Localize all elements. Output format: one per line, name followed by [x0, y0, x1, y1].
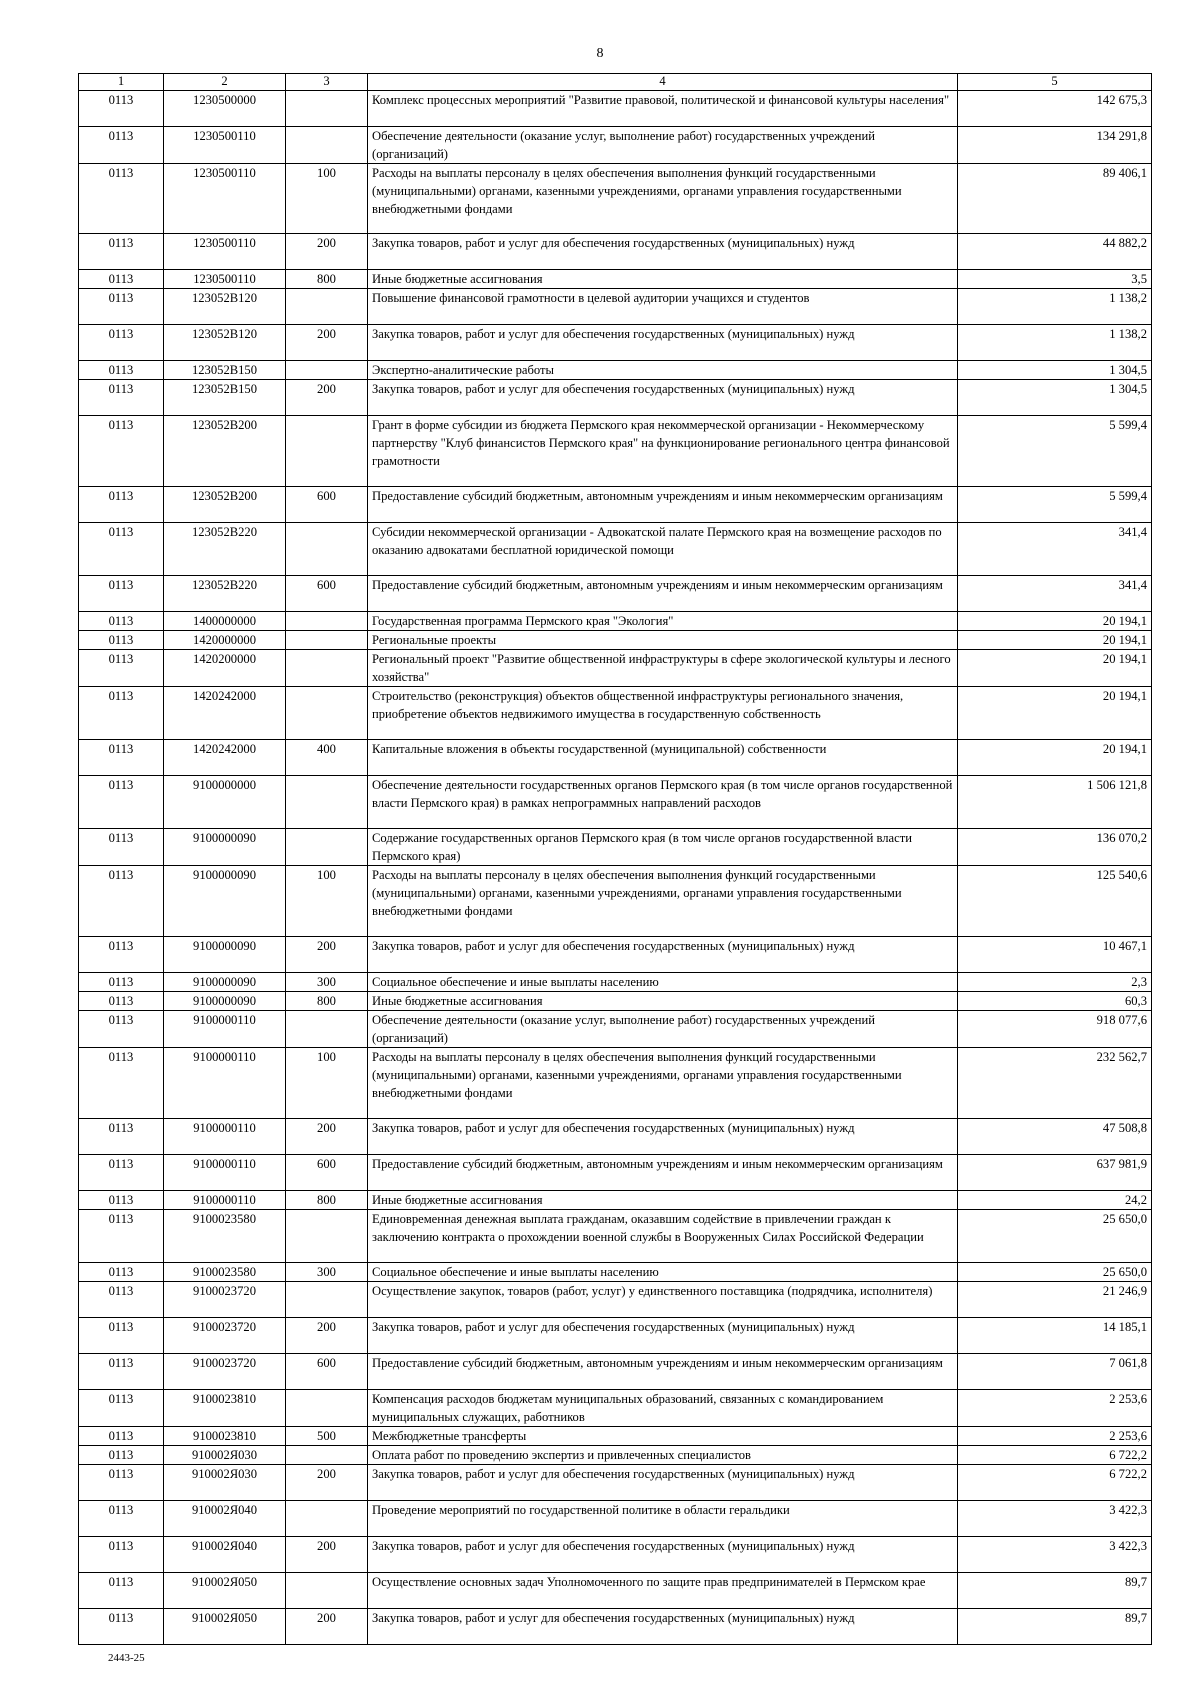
expense-type-cell [286, 776, 368, 829]
expense-type-cell [286, 1501, 368, 1537]
table-row [79, 487, 1152, 523]
amount-cell: 1 138,2 [958, 289, 1152, 325]
expense-type-cell: 200 [286, 325, 368, 361]
table-row [79, 687, 1152, 740]
expense-type-cell [286, 416, 368, 487]
table-row [79, 1155, 1152, 1191]
table-row [79, 1501, 1152, 1537]
expense-type-cell: 300 [286, 1263, 368, 1282]
expense-type-cell: 200 [286, 1609, 368, 1645]
expense-type-cell: 200 [286, 937, 368, 973]
table-body [79, 91, 1152, 1645]
table-row [79, 1119, 1152, 1155]
description-cell: Субсидии некоммерческой организации - Адвокатской палате Пермского края на возмещение расходов по оказанию адвокатами бесплатной юридической помощи [368, 523, 958, 576]
table-row [79, 1191, 1152, 1210]
table-row [79, 1318, 1152, 1354]
column-header-3: 3 [286, 74, 368, 91]
description-cell: Иные бюджетные ассигнования [368, 270, 958, 289]
amount-cell: 89,7 [958, 1573, 1152, 1609]
target-article-cell: 9100000090 [164, 992, 286, 1011]
description-cell: Капитальные вложения в объекты государственной (муниципальной) собственности [368, 740, 958, 776]
expense-type-cell: 800 [286, 992, 368, 1011]
table-row [79, 91, 1152, 127]
amount-cell: 7 061,8 [958, 1354, 1152, 1390]
expense-type-cell: 400 [286, 740, 368, 776]
amount-cell: 6 722,2 [958, 1465, 1152, 1501]
expense-type-cell: 100 [286, 866, 368, 937]
table-row [79, 361, 1152, 380]
table-header-row [79, 74, 1152, 91]
amount-cell: 89 406,1 [958, 164, 1152, 234]
expense-type-cell [286, 1011, 368, 1048]
table-row [79, 829, 1152, 866]
amount-cell: 6 722,2 [958, 1446, 1152, 1465]
expense-type-cell: 600 [286, 1354, 368, 1390]
description-cell: Региональный проект "Развитие общественной инфраструктуры в сфере экологической культуры и лесного хозяйства" [368, 650, 958, 687]
table-row [79, 1210, 1152, 1263]
section-code-cell: 0113 [79, 1501, 164, 1537]
section-code-cell: 0113 [79, 1390, 164, 1427]
section-code-cell: 0113 [79, 234, 164, 270]
amount-cell: 20 194,1 [958, 650, 1152, 687]
amount-cell: 1 304,5 [958, 380, 1152, 416]
section-code-cell: 0113 [79, 487, 164, 523]
table-row [79, 1609, 1152, 1645]
description-cell: Грант в форме субсидии из бюджета Пермского края некоммерческой организации - Некоммерческому партнерству "Клуб финансистов Пермского края" на функционирование регионального центра финансовой грамотности [368, 416, 958, 487]
target-article-cell: 1420000000 [164, 631, 286, 650]
description-cell: Экспертно-аналитические работы [368, 361, 958, 380]
target-article-cell: 910002Я030 [164, 1465, 286, 1501]
expense-type-cell: 800 [286, 1191, 368, 1210]
expense-type-cell: 200 [286, 234, 368, 270]
expense-type-cell: 800 [286, 270, 368, 289]
target-article-cell: 9100000110 [164, 1119, 286, 1155]
table-row [79, 1465, 1152, 1501]
description-cell: Расходы на выплаты персоналу в целях обеспечения выполнения функций государственными (муниципальными) органами, казенными учреждениями, органами управления государственными внебюджетными фондами [368, 1048, 958, 1119]
description-cell: Обеспечение деятельности (оказание услуг, выполнение работ) государственных учреждений (организаций) [368, 1011, 958, 1048]
amount-cell: 1 138,2 [958, 325, 1152, 361]
target-article-cell: 9100000110 [164, 1155, 286, 1191]
description-cell: Государственная программа Пермского края "Экология" [368, 612, 958, 631]
table-row [79, 1427, 1152, 1446]
target-article-cell: 1400000000 [164, 612, 286, 631]
target-article-cell: 9100023810 [164, 1390, 286, 1427]
expense-type-cell: 200 [286, 1537, 368, 1573]
description-cell: Закупка товаров, работ и услуг для обеспечения государственных (муниципальных) нужд [368, 1318, 958, 1354]
target-article-cell: 9100023720 [164, 1354, 286, 1390]
section-code-cell: 0113 [79, 992, 164, 1011]
expense-type-cell [286, 127, 368, 164]
target-article-cell: 1420242000 [164, 687, 286, 740]
amount-cell: 5 599,4 [958, 487, 1152, 523]
expense-type-cell [286, 650, 368, 687]
expense-type-cell [286, 91, 368, 127]
amount-cell: 20 194,1 [958, 740, 1152, 776]
table-row [79, 416, 1152, 487]
table-row [79, 1446, 1152, 1465]
amount-cell: 136 070,2 [958, 829, 1152, 866]
target-article-cell: 9100000000 [164, 776, 286, 829]
expense-type-cell: 300 [286, 973, 368, 992]
description-cell: Предоставление субсидий бюджетным, автономным учреждениям и иным некоммерческим организациям [368, 1155, 958, 1191]
section-code-cell: 0113 [79, 829, 164, 866]
target-article-cell: 910002Я030 [164, 1446, 286, 1465]
target-article-cell: 9100023720 [164, 1318, 286, 1354]
amount-cell: 21 246,9 [958, 1282, 1152, 1318]
table-row [79, 380, 1152, 416]
table-row [79, 1263, 1152, 1282]
amount-cell: 5 599,4 [958, 416, 1152, 487]
section-code-cell: 0113 [79, 523, 164, 576]
table-row [79, 127, 1152, 164]
amount-cell: 2,3 [958, 973, 1152, 992]
section-code-cell: 0113 [79, 1011, 164, 1048]
table-row [79, 1573, 1152, 1609]
table-row [79, 523, 1152, 576]
amount-cell: 20 194,1 [958, 631, 1152, 650]
description-cell: Закупка товаров, работ и услуг для обеспечения государственных (муниципальных) нужд [368, 937, 958, 973]
description-cell: Осуществление основных задач Уполномоченного по защите прав предпринимателей в Пермском крае [368, 1573, 958, 1609]
footer-code: 2443-25 [108, 1652, 145, 1664]
description-cell: Предоставление субсидий бюджетным, автономным учреждениям и иным некоммерческим организациям [368, 487, 958, 523]
target-article-cell: 9100000110 [164, 1191, 286, 1210]
amount-cell: 637 981,9 [958, 1155, 1152, 1191]
target-article-cell: 9100023720 [164, 1282, 286, 1318]
target-article-cell: 910002Я040 [164, 1501, 286, 1537]
section-code-cell: 0113 [79, 776, 164, 829]
target-article-cell: 123052В120 [164, 325, 286, 361]
description-cell: Предоставление субсидий бюджетным, автономным учреждениям и иным некоммерческим организациям [368, 1354, 958, 1390]
expense-type-cell [286, 1573, 368, 1609]
table-row [79, 270, 1152, 289]
section-code-cell: 0113 [79, 576, 164, 612]
amount-cell: 341,4 [958, 523, 1152, 576]
section-code-cell: 0113 [79, 1048, 164, 1119]
description-cell: Компенсация расходов бюджетам муниципальных образований, связанных с командированием муниципальных служащих, работников [368, 1390, 958, 1427]
table-row [79, 740, 1152, 776]
amount-cell: 14 185,1 [958, 1318, 1152, 1354]
section-code-cell: 0113 [79, 1282, 164, 1318]
section-code-cell: 0113 [79, 1263, 164, 1282]
target-article-cell: 910002Я050 [164, 1573, 286, 1609]
expense-type-cell: 600 [286, 487, 368, 523]
expense-type-cell [286, 612, 368, 631]
amount-cell: 10 467,1 [958, 937, 1152, 973]
section-code-cell: 0113 [79, 270, 164, 289]
description-cell: Иные бюджетные ассигнования [368, 1191, 958, 1210]
target-article-cell: 9100000110 [164, 1048, 286, 1119]
section-code-cell: 0113 [79, 687, 164, 740]
target-article-cell: 1420242000 [164, 740, 286, 776]
column-header-1: 1 [79, 74, 164, 91]
amount-cell: 918 077,6 [958, 1011, 1152, 1048]
table-row [79, 1011, 1152, 1048]
target-article-cell: 1230500110 [164, 164, 286, 234]
table-row [79, 164, 1152, 234]
section-code-cell: 0113 [79, 1155, 164, 1191]
description-cell: Обеспечение деятельности (оказание услуг, выполнение работ) государственных учреждений (организаций) [368, 127, 958, 164]
column-header-4: 4 [368, 74, 958, 91]
expense-type-cell [286, 1390, 368, 1427]
section-code-cell: 0113 [79, 740, 164, 776]
target-article-cell: 9100000110 [164, 1011, 286, 1048]
description-cell: Социальное обеспечение и иные выплаты населению [368, 1263, 958, 1282]
section-code-cell: 0113 [79, 937, 164, 973]
expense-type-cell [286, 687, 368, 740]
description-cell: Предоставление субсидий бюджетным, автономным учреждениям и иным некоммерческим организациям [368, 576, 958, 612]
description-cell: Расходы на выплаты персоналу в целях обеспечения выполнения функций государственными (муниципальными) органами, казенными учреждениями, органами управления государственными внебюджетными фондами [368, 866, 958, 937]
amount-cell: 24,2 [958, 1191, 1152, 1210]
target-article-cell: 123052В150 [164, 380, 286, 416]
table-row [79, 776, 1152, 829]
description-cell: Иные бюджетные ассигнования [368, 992, 958, 1011]
target-article-cell: 9100023580 [164, 1210, 286, 1263]
section-code-cell: 0113 [79, 973, 164, 992]
column-header-5: 5 [958, 74, 1152, 91]
expense-type-cell: 100 [286, 1048, 368, 1119]
expense-type-cell: 200 [286, 1119, 368, 1155]
table-row [79, 992, 1152, 1011]
target-article-cell: 123052В200 [164, 487, 286, 523]
description-cell: Региональные проекты [368, 631, 958, 650]
target-article-cell: 123052В220 [164, 576, 286, 612]
expense-type-cell [286, 631, 368, 650]
amount-cell: 3 422,3 [958, 1501, 1152, 1537]
target-article-cell: 1230500110 [164, 270, 286, 289]
target-article-cell: 1230500110 [164, 127, 286, 164]
amount-cell: 134 291,8 [958, 127, 1152, 164]
amount-cell: 232 562,7 [958, 1048, 1152, 1119]
description-cell: Обеспечение деятельности государственных органов Пермского края (в том числе органов государственной власти Пермского края) в рамках непрограммных направлений расходов [368, 776, 958, 829]
section-code-cell: 0113 [79, 866, 164, 937]
table-row [79, 612, 1152, 631]
table-row [79, 234, 1152, 270]
target-article-cell: 123052В150 [164, 361, 286, 380]
amount-cell: 341,4 [958, 576, 1152, 612]
table-row [79, 1537, 1152, 1573]
section-code-cell: 0113 [79, 1427, 164, 1446]
description-cell: Повышение финансовой грамотности в целевой аудитории учащихся и студентов [368, 289, 958, 325]
section-code-cell: 0113 [79, 650, 164, 687]
expense-type-cell: 200 [286, 1465, 368, 1501]
amount-cell: 2 253,6 [958, 1390, 1152, 1427]
section-code-cell: 0113 [79, 1537, 164, 1573]
section-code-cell: 0113 [79, 325, 164, 361]
description-cell: Расходы на выплаты персоналу в целях обеспечения выполнения функций государственными (муниципальными) органами, казенными учреждениями, органами управления государственными внебюджетными фондами [368, 164, 958, 234]
amount-cell: 3,5 [958, 270, 1152, 289]
amount-cell: 2 253,6 [958, 1427, 1152, 1446]
section-code-cell: 0113 [79, 1465, 164, 1501]
target-article-cell: 9100000090 [164, 973, 286, 992]
description-cell: Оплата работ по проведению экспертиз и привлеченных специалистов [368, 1446, 958, 1465]
section-code-cell: 0113 [79, 289, 164, 325]
expense-type-cell [286, 361, 368, 380]
table-row [79, 937, 1152, 973]
expense-type-cell: 100 [286, 164, 368, 234]
expense-type-cell: 200 [286, 1318, 368, 1354]
description-cell: Осуществление закупок, товаров (работ, услуг) у единственного поставщика (подрядчика, исполнителя) [368, 1282, 958, 1318]
expense-type-cell [286, 523, 368, 576]
description-cell: Закупка товаров, работ и услуг для обеспечения государственных (муниципальных) нужд [368, 380, 958, 416]
amount-cell: 142 675,3 [958, 91, 1152, 127]
amount-cell: 44 882,2 [958, 234, 1152, 270]
section-code-cell: 0113 [79, 1318, 164, 1354]
description-cell: Единовременная денежная выплата гражданам, оказавшим содействие в привлечении граждан к заключению контракта о прохождении военной службы в Вооруженных Силах Российской Федерации [368, 1210, 958, 1263]
description-cell: Комплекс процессных мероприятий "Развитие правовой, политической и финансовой культуры населения" [368, 91, 958, 127]
section-code-cell: 0113 [79, 380, 164, 416]
description-cell: Социальное обеспечение и иные выплаты населению [368, 973, 958, 992]
section-code-cell: 0113 [79, 1210, 164, 1263]
description-cell: Закупка товаров, работ и услуг для обеспечения государственных (муниципальных) нужд [368, 234, 958, 270]
amount-cell: 1 506 121,8 [958, 776, 1152, 829]
amount-cell: 25 650,0 [958, 1263, 1152, 1282]
table-row [79, 866, 1152, 937]
section-code-cell: 0113 [79, 1446, 164, 1465]
expense-type-cell [286, 289, 368, 325]
section-code-cell: 0113 [79, 91, 164, 127]
amount-cell: 47 508,8 [958, 1119, 1152, 1155]
target-article-cell: 123052В200 [164, 416, 286, 487]
table-row [79, 1282, 1152, 1318]
description-cell: Закупка товаров, работ и услуг для обеспечения государственных (муниципальных) нужд [368, 325, 958, 361]
description-cell: Закупка товаров, работ и услуг для обеспечения государственных (муниципальных) нужд [368, 1537, 958, 1573]
expense-type-cell: 200 [286, 380, 368, 416]
target-article-cell: 9100000090 [164, 937, 286, 973]
amount-cell: 20 194,1 [958, 612, 1152, 631]
expense-type-cell: 600 [286, 576, 368, 612]
description-cell: Закупка товаров, работ и услуг для обеспечения государственных (муниципальных) нужд [368, 1119, 958, 1155]
target-article-cell: 123052В120 [164, 289, 286, 325]
table-row [79, 973, 1152, 992]
page-number: 8 [596, 46, 604, 61]
table-row [79, 325, 1152, 361]
expense-type-cell [286, 1446, 368, 1465]
section-code-cell: 0113 [79, 1354, 164, 1390]
section-code-cell: 0113 [79, 1191, 164, 1210]
section-code-cell: 0113 [79, 1573, 164, 1609]
budget-table [78, 73, 1152, 1645]
table-row [79, 631, 1152, 650]
expense-type-cell: 600 [286, 1155, 368, 1191]
table-row [79, 1354, 1152, 1390]
amount-cell: 89,7 [958, 1609, 1152, 1645]
section-code-cell: 0113 [79, 1119, 164, 1155]
target-article-cell: 123052В220 [164, 523, 286, 576]
description-cell: Проведение мероприятий по государственной политике в области геральдики [368, 1501, 958, 1537]
amount-cell: 25 650,0 [958, 1210, 1152, 1263]
table-row [79, 1390, 1152, 1427]
target-article-cell: 9100000090 [164, 829, 286, 866]
target-article-cell: 1230500000 [164, 91, 286, 127]
section-code-cell: 0113 [79, 631, 164, 650]
table-row [79, 650, 1152, 687]
table-row [79, 576, 1152, 612]
target-article-cell: 9100023580 [164, 1263, 286, 1282]
description-cell: Закупка товаров, работ и услуг для обеспечения государственных (муниципальных) нужд [368, 1465, 958, 1501]
section-code-cell: 0113 [79, 612, 164, 631]
description-cell: Строительство (реконструкция) объектов общественной инфраструктуры регионального значения, приобретение объектов недвижимого имущества в государственную собственность [368, 687, 958, 740]
amount-cell: 1 304,5 [958, 361, 1152, 380]
target-article-cell: 9100000090 [164, 866, 286, 937]
expense-type-cell [286, 829, 368, 866]
amount-cell: 60,3 [958, 992, 1152, 1011]
section-code-cell: 0113 [79, 164, 164, 234]
table-row [79, 289, 1152, 325]
amount-cell: 125 540,6 [958, 866, 1152, 937]
amount-cell: 20 194,1 [958, 687, 1152, 740]
target-article-cell: 1420200000 [164, 650, 286, 687]
expense-type-cell: 500 [286, 1427, 368, 1446]
target-article-cell: 1230500110 [164, 234, 286, 270]
target-article-cell: 910002Я040 [164, 1537, 286, 1573]
target-article-cell: 910002Я050 [164, 1609, 286, 1645]
section-code-cell: 0113 [79, 361, 164, 380]
description-cell: Межбюджетные трансферты [368, 1427, 958, 1446]
column-header-2: 2 [164, 74, 286, 91]
expense-type-cell [286, 1282, 368, 1318]
target-article-cell: 9100023810 [164, 1427, 286, 1446]
description-cell: Содержание государственных органов Пермского края (в том числе органов государственной власти Пермского края) [368, 829, 958, 866]
section-code-cell: 0113 [79, 127, 164, 164]
table-row [79, 1048, 1152, 1119]
section-code-cell: 0113 [79, 416, 164, 487]
description-cell: Закупка товаров, работ и услуг для обеспечения государственных (муниципальных) нужд [368, 1609, 958, 1645]
section-code-cell: 0113 [79, 1609, 164, 1645]
expense-type-cell [286, 1210, 368, 1263]
amount-cell: 3 422,3 [958, 1537, 1152, 1573]
